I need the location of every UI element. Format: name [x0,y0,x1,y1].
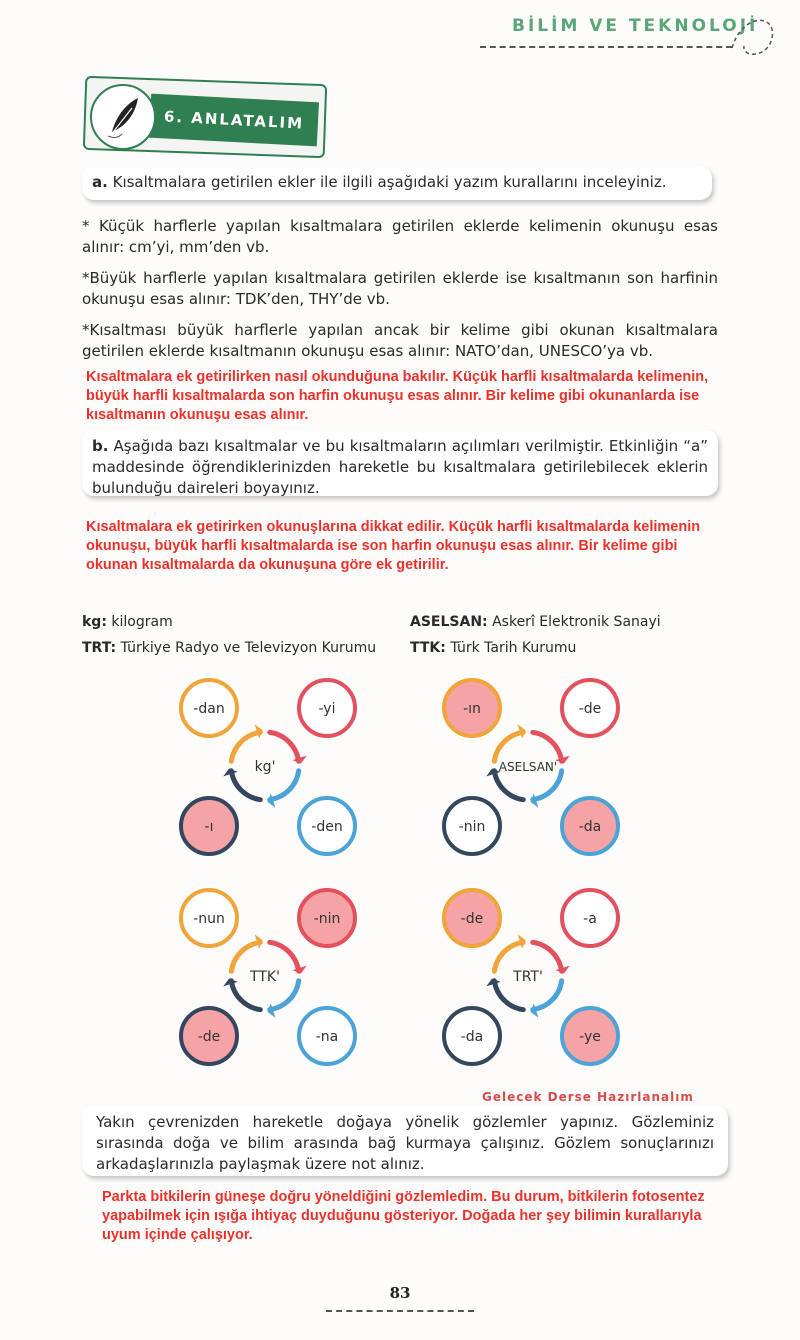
ring-arc [494,771,523,800]
suffix-label: -ın [463,701,481,717]
suffix-diagrams [0,660,800,1080]
suffix-circle[interactable] [299,680,355,736]
suffix-label: -na [315,1029,339,1045]
suffix-circle[interactable] [181,1008,237,1064]
rule-3: *Kısaltması büyük harflerle yapılan ancak bir kelime gibi okunan kısaltmalara getirilen eklerde kısaltmanın okunuşu esas alınır: NATO’dan, UNESCO’ya vb. [82,321,718,360]
instruction-a-letter: a. [92,173,108,191]
suffix-circle[interactable] [181,798,237,854]
instruction-b-text: Aşağıda bazı kısaltmalar ve bu kısaltmaların açılımları verilmiştir. Etkinliğin “a” maddesinde öğrendiklerinizden hareketle bu kısaltmalara getirilebilecek eklerin bulunduğu daireleri boyayınız. [92,437,708,497]
feather-badge [90,84,156,150]
suffix-circle[interactable] [562,1008,618,1064]
section-title: BİLİM VE TEKNOLOJİ [512,16,759,36]
next-lesson-box [82,1106,728,1176]
suffix-circle[interactable] [181,680,237,736]
suffix-label: -ye [579,1029,601,1045]
suffix-label: -a [583,911,597,927]
next-lesson-title: Gelecek Derse Hazırlanalım [482,1090,694,1104]
instruction-b-letter: b. [92,437,109,455]
ring-arc [494,981,523,1010]
page-number: 83 [389,1284,411,1302]
suffix-circle[interactable] [444,890,500,946]
suffix-label: -da [460,1029,484,1045]
ring-arc [231,981,260,1010]
suffix-label: -da [578,819,602,835]
ring-arc [270,942,299,971]
instruction-a-text: Kısaltmalara getirilen ekler ile ilgili aşağıdaki yazım kurallarını inceleyiniz. [112,173,667,191]
section-tag [149,94,319,147]
diagram-center-label: TRT' [513,969,543,985]
footer-divider [326,1310,474,1312]
suffix-circle[interactable] [444,798,500,854]
suffix-circle[interactable] [299,890,355,946]
next-lesson-text: Yakın çevrenizden hareketle doğaya yönelik gözlemler yapınız. Gözleminiz sırasında doğa ve bilim arasında bağ kurmaya çalışınız. Gözlem sonuçlarınızı arkadaşlarınızla paylaşmak üzere not alınız. [96,1113,714,1173]
ring-arc [270,771,299,800]
suffix-label: -nin [313,911,341,927]
header-divider [480,46,732,48]
abbreviation-code: TRT: [82,640,117,656]
suffix-label: -de [460,911,484,927]
abbreviation-meaning: Türk Tarih Kurumu [450,640,577,656]
ring-arc [231,732,260,761]
ring-arc [270,981,299,1010]
suffix-label: -ı [204,819,214,835]
ring-arc [231,942,260,971]
suffix-diagram [181,680,355,854]
abbreviation-code: kg: [82,614,107,630]
suffix-label: -dan [193,701,225,717]
suffix-circle[interactable] [299,798,355,854]
abbreviation-meaning: Türkiye Radyo ve Televizyon Kurumu [120,640,377,656]
ring-arc [533,732,562,761]
suffix-label: -yi [318,701,336,717]
suffix-circle[interactable] [444,1008,500,1064]
suffix-label: -de [578,701,602,717]
abbreviation-trt [82,640,376,656]
suffix-circle[interactable] [299,1008,355,1064]
suffix-circle[interactable] [562,890,618,946]
abbreviation-kg [82,614,173,630]
answer-a: Kısaltmalara ek getirilirken nasıl okunduğuna bakılır. Küçük harfli kısaltmalarda kelimenin, büyük harfli kısaltmalarda son harfin okunuşu esas alınır. Bir kelime gibi okunanlarda ise kısaltmanın okunuşu esas alınır. [86,369,709,423]
diagram-center-label: TTK' [250,969,280,985]
suffix-label: -den [311,819,343,835]
rule-2: *Büyük harflerle yapılan kısaltmalara getirilen eklerde ise kısaltmanın son harfinin okunuşu esas alınır: TDK’den, THY’de vb. [82,269,718,308]
suffix-label: -nin [458,819,486,835]
abbreviation-code: TTK: [410,640,446,656]
ring-arc [270,732,299,761]
answer-next-lesson: Parkta bitkilerin güneşe doğru yöneldiğini gözlemledim. Bu durum, bitkilerin fotosentez yapabilmek için ışığa ihtiyaç duyduğunu gösteriyor. Doğada her şey bilimin kurallarıyla uyum içinde çalışıyor. [102,1189,705,1243]
decorative-loop-icon [722,8,782,68]
suffix-circle[interactable] [444,680,500,736]
instruction-a [82,166,712,200]
suffix-circle[interactable] [562,798,618,854]
suffix-diagram [181,890,355,1064]
answer-b: Kısaltmalara ek getirirken okunuşlarına dikkat edilir. Küçük harfli kısaltmalarda kelimenin okunuşu, büyük harfli kısaltmalarda ise son harfin okunuşu esas alınır. Bir kelime gibi okunan kısaltmalarda da okunuşuna göre ek getirilir. [86,519,701,573]
rule-1: * Küçük harflerle yapılan kısaltmalara getirilen eklerde kelimenin okunuşu esas alınır: cm’yi, mm’den vb. [82,217,718,256]
section-tag-label: 6. ANLATALIM [163,107,305,133]
suffix-diagram [444,680,618,854]
suffix-label: -de [197,1029,221,1045]
suffix-circle[interactable] [562,680,618,736]
ring-arc [231,771,260,800]
ring-arc [494,732,523,761]
ring-arc [533,942,562,971]
ring-arc [533,771,562,800]
suffix-diagram [444,890,618,1064]
suffix-label: -nun [193,911,225,927]
instruction-b [82,430,718,496]
feather-icon [92,86,154,148]
diagram-center-label: kg' [254,759,276,775]
suffix-circle[interactable] [181,890,237,946]
abbreviation-meaning: Askerî Elektronik Sanayi [492,614,661,630]
abbreviation-code: ASELSAN: [410,614,488,630]
ring-arc [533,981,562,1010]
abbreviation-meaning: kilogram [111,614,173,630]
ring-arc [494,942,523,971]
diagram-center-label: ASELSAN' [498,760,558,774]
abbreviation-aselsan [410,614,661,630]
abbreviation-ttk [410,640,576,656]
